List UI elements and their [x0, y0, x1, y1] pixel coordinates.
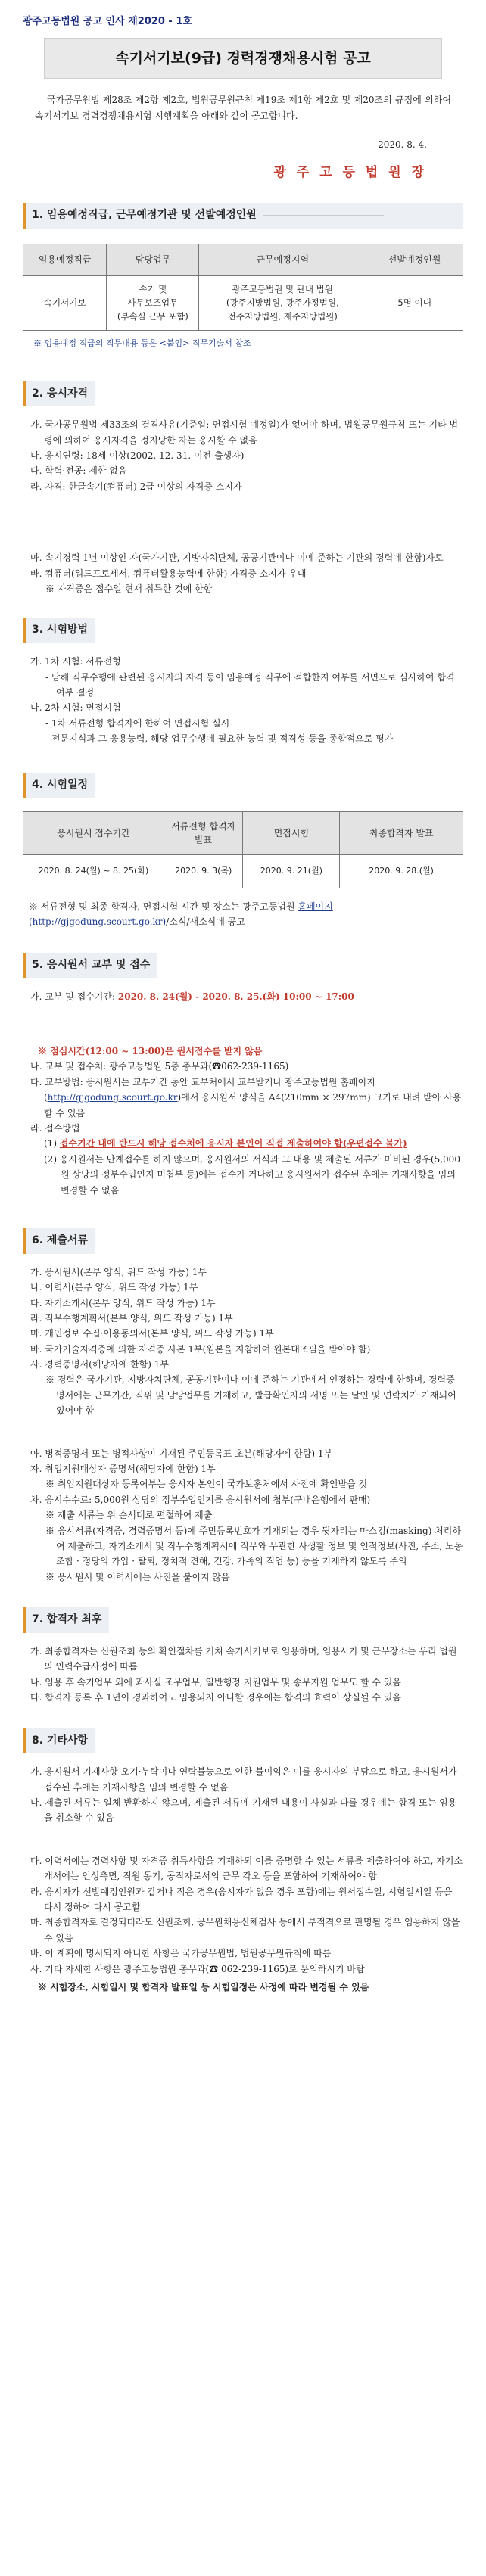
- table-header: 임용예정직급: [23, 244, 107, 275]
- list-item: 라. 직무수행계획서(본부 양식, 위드 작성 가능) 1부: [30, 1312, 233, 1324]
- schedule-body: [23, 811, 463, 929]
- section-application: [14, 953, 472, 1198]
- homepage-link[interactable]: http://gjgodung.scourt.go.kr: [47, 1092, 178, 1103]
- list-item: 라. 접수방법: [30, 1122, 80, 1134]
- section-schedule: [14, 773, 472, 930]
- table-row: [23, 855, 463, 888]
- list-item: 바. 이 계획에 명시되지 아니한 사항은 국가공무원법, 법원공무원규칙에 따름: [30, 1948, 332, 1959]
- section-heading: 3. 시험방법: [23, 618, 95, 643]
- table-cell: 2020. 9. 3(목): [164, 855, 243, 888]
- notice-date: 2020. 8. 4.: [378, 139, 427, 151]
- application-period: 2020. 8. 24(월) - 2020. 8. 25.(화) 10:00 ~ 17:00: [117, 991, 354, 1002]
- section-recruitment: [14, 203, 472, 350]
- list-item: 가. 국가공무원법 제33조의 결격사유(기준일: 면접시험 예정일)가 없어야 하며, 법원공무원규칙 또는 기타 법령에 의하여 응시자격을 정지당한 자는 응시할 수 없음: [30, 419, 459, 446]
- lunch-notice: ※ 점심시간(12:00 ~ 13:00)은 원서접수를 받지 않음: [38, 1046, 263, 1057]
- table-header: 서류전형 합격자 발표: [164, 812, 243, 855]
- table-header-row: [23, 812, 463, 855]
- list-item: - 담해 직무수행에 관련된 응시자의 자격 등이 임용예정 직무에 적합한지 여부를 서면으로 심사하여 합격 여부 결정: [45, 671, 455, 698]
- list-note: ※ 자격증은 접수일 현재 취득한 것에 한함: [45, 583, 213, 595]
- list-item: 다. 학력·전공: 제한 없음: [30, 465, 127, 477]
- schedule-table: [23, 811, 463, 888]
- list-item: (1) 접수기간 내에 반드시 해당 접수처에 응시자 본인이 직접 제출하여야 함(우편접수 불가): [44, 1138, 407, 1150]
- schedule-note: ※ 서류전형 및 최종 합격자, 면접시험 시간 및 장소는 광주고등법원 홈페이지(http://gjgodung.scourt.go.kr)/소식/새소식에 공고: [29, 901, 333, 928]
- list-item: 가. 응시원서(본부 양식, 위드 작성 가능) 1부: [30, 1266, 207, 1277]
- list-note: ※ 취업지원대상자 등록여부는 응시자 본인이 국가보훈처에서 사전에 확인받을 것: [45, 1479, 368, 1490]
- list-item: 사. 기타 자세한 사항은 광주고등법원 총무과(☎ 062-239-1165)로 문의하시기 바람: [30, 1963, 365, 1974]
- section-final: [14, 1607, 472, 1705]
- list-item: 사. 경력증명서(해당자에 한함) 1부: [30, 1359, 169, 1370]
- intro-paragraph: 국가공무원법 제28조 제2항 제2호, 법원공무원규칙 제19조 제1항 제2호 및 제20조의 규정에 의하여 속기서기보 경력경쟁채용시험 시행계획을 아래와 같이 공고합니다.: [35, 95, 451, 121]
- table-header: 선발예정인원: [366, 244, 463, 275]
- misc-body: [30, 1764, 463, 1995]
- table-cell: 속기서기보: [23, 275, 107, 330]
- issuer-name: 광 주 고 등 법 원 장: [273, 164, 427, 180]
- list-item: 가. 최종합격자는 신원조회 등의 확인절차를 거쳐 속기서기보로 임용하며, 임용시기 및 근무장소는 우리 법원의 인력수급사정에 따름: [30, 1645, 457, 1672]
- list-item: 나. 교부 및 접수처: 광주고등법원 5층 총무과(☎062-239-1165): [30, 1061, 289, 1072]
- section-method: [14, 618, 472, 746]
- table-header: 면접시험: [243, 812, 340, 855]
- list-item: 바. 국가기술자격증에 의한 자격증 사본 1부(원본을 지참하여 원본대조필을 받아야 함): [30, 1343, 371, 1355]
- list-item: 바. 컴퓨터(워드프로세서, 컴퓨터활용능력에 한함) 자격증 소지자 우대: [30, 568, 307, 579]
- list-item: 나. 응시연령: 18세 이상(2002. 12. 31. 이전 출생자): [30, 450, 245, 462]
- list-item: 아. 병적증명서 또는 병적사항이 기재된 주민등록표 초본(해당자에 한함) 1부: [30, 1448, 333, 1459]
- table-cell: 광주고등법원 및 관내 법원 (광주지방법원, 광주가정법원, 전주지방법원, 제주지방법원): [199, 275, 366, 330]
- list-item: 나. 이력서(본부 양식, 위드 작성 가능) 1부: [30, 1282, 198, 1293]
- recruitment-table: [23, 244, 463, 331]
- table-header: 담당업무: [107, 244, 199, 275]
- document-number: 광주고등법원 공고 인사 제2020 - 1호: [23, 16, 192, 27]
- table-header: 근무예정지역: [199, 244, 366, 275]
- list-item: 가. 응시원서 기재사항 오기·누락이나 연락불능으로 인한 불이익은 이를 응시자의 부담으로 하고, 응시원서가 접수된 후에는 기재사항을 임의 변경할 수 없음: [30, 1766, 457, 1793]
- section-misc: [14, 1728, 472, 1996]
- table-cell: 속기 및 사무보조업무 (부속실 근무 포함): [107, 275, 199, 330]
- section-heading: 5. 응시원서 교부 및 접수: [23, 953, 157, 978]
- list-item: 다. 자기소개서(본부 양식, 위드 작성 가능) 1부: [30, 1297, 216, 1308]
- table-cell: 2020. 8. 24(월) ~ 8. 25(화): [23, 855, 164, 888]
- list-item: - 전문지식과 그 응용능력, 해당 업무수행에 필요한 능력 및 적격성 등을 종합적으로 평가: [45, 733, 394, 745]
- recruitment-table-wrap: [23, 244, 463, 331]
- section-heading: 1. 임용예정직급, 근무예정기관 및 선발예정인원: [23, 203, 463, 229]
- section-heading: 2. 응시자격: [23, 381, 95, 407]
- list-note: ※ 경력은 국가기관, 지방자치단체, 공공기관이나 이에 준하는 기관에서 인정하는 경력에 한하며, 경력증명서에는 근무기간, 직위 및 담당업무를 기재하고, 발급확인자의 서명 또는 날인 및 연락처가 기재되어 있어야 함: [45, 1374, 456, 1417]
- list-item: 마. 개인정보 수집·이용동의서(본부 양식, 위드 작성 가능) 1부: [30, 1328, 274, 1339]
- list-item: 가. 1차 시험: 서류전형: [30, 656, 121, 667]
- list-item: (2) 응시원서는 단계접수를 하지 않으며, 응시원서의 서식과 그 내용 및 제출된 서류가 미비된 경우(5,000원 상당의 정부수입인지 미첩부 등)에는 접수가 거나하고 응시원서가 접수된 후에는 기재사항을 임의 변경할 수 없음: [44, 1153, 460, 1196]
- list-item: 차. 응시수수료: 5,000원 상당의 정부수입인지를 응시원서에 첩부(구내은행에서 판매): [30, 1494, 371, 1505]
- list-item: 가. 교부 및 접수기간: 2020. 8. 24(월) - 2020. 8. 25.(화) 10:00 ~ 17:00: [30, 991, 354, 1002]
- table-header: 최종합격자 발표: [340, 812, 463, 855]
- section-heading: 4. 시험일정: [23, 773, 95, 798]
- documents-body: [30, 1265, 463, 1585]
- table-header-row: [23, 244, 463, 275]
- list-item: 나. 임용 후 속기업무 외에 과사실 조무업무, 일반행정 지원업무 및 송무지원 업무도 할 수 있음: [30, 1676, 401, 1688]
- method-body: [30, 654, 463, 746]
- list-item: 자. 취업지원대상자 증명서(해당자에 한함) 1부: [30, 1464, 216, 1475]
- table-cell: 2020. 9. 21(월): [243, 855, 340, 888]
- list-item: 라. 자격: 한글속기(컴퓨터) 2급 이상의 자격증 소지자: [30, 481, 242, 492]
- list-item: 다. 이력서에는 경력사항 및 자격증 취득사항을 기재하되 이를 증명할 수 있는 서류를 제출하여야 하고, 자기소개서에는 인성측면, 직원 동기, 공직자로서의 근무 각오 등을 포함하여 기재하여야 함: [30, 1855, 463, 1882]
- table-header: 응시원서 접수기간: [23, 812, 164, 855]
- list-item: 다. 합격자 등록 후 1년이 경과하여도 임용되지 아니할 경우에는 합격의 효력이 상실될 수 있음: [30, 1692, 401, 1703]
- list-item: 나. 2차 시험: 면접시험: [30, 702, 121, 714]
- section-heading: 8. 기타사항: [23, 1728, 95, 1754]
- list-note: ※ 제출 서류는 위 순서대로 편철하여 제출: [45, 1510, 213, 1521]
- list-item: 마. 최종합격자로 결정되더라도 신원조회, 공무원채용신체검사 등에서 부적격으로 판명될 경우 임용하지 않을 수 있음: [30, 1917, 460, 1943]
- homepage-link[interactable]: 홈페이지(http://gjgodung.scourt.go.kr): [29, 901, 333, 928]
- table-cell: 2020. 9. 28.(월): [340, 855, 463, 888]
- list-item: 나. 제출된 서류는 일체 반환하지 않으며, 제출된 서류에 기재된 내용이 사실과 다를 경우에는 합격 또는 임용을 취소할 수 있음: [30, 1797, 457, 1824]
- list-item: 마. 속기경력 1년 이상인 자(국가기관, 지방자치단체, 공공기관이나 이에 준하는 기관의 경력에 한함)자로: [30, 552, 444, 564]
- notice-title: 속기서기보(9급) 경력경쟁채용시험 공고: [44, 38, 442, 79]
- section-documents: [14, 1228, 472, 1585]
- list-item: 라. 응시자가 선발예정인원과 같거나 적은 경우(응시자가 없을 경우 포함)에는 원서접수일, 시험일시일 등을 다시 정하여 다시 공고할: [30, 1886, 453, 1913]
- application-body: [30, 989, 463, 1198]
- list-item: - 1차 서류전형 합격자에 한하여 면접시험 실시: [45, 717, 230, 729]
- table-row: [23, 275, 463, 330]
- table-cell: 5명 이내: [366, 275, 463, 330]
- section-heading: 7. 합격자 최후: [23, 1607, 109, 1633]
- qualification-body: [30, 417, 463, 596]
- list-item: 다. 교부방법: 응시원서는 교부기간 동안 교부처에서 교부받거나 광주고등법원 홈페이지(http://gjgodung.scourt.go.kr)에서 응시원서 양식을 A4(210mm × 297mm) 크기로 내려 받아 사용할 수 있음: [30, 1076, 462, 1118]
- table-note: ※ 임용예정 직급의 직무내용 등은 <붙임> 직무기술서 참조: [33, 338, 251, 348]
- closing-note: ※ 시험장소, 시험일시 및 합격자 발표일 등 시험일정은 사정에 따라 변경될 수 있음: [38, 1981, 369, 1993]
- list-note: ※ 응시서류(자격증, 경력증명서 등)에 주민등록번호가 기재되는 경우 뒷자리는 마스킹(masking) 처리하여 제출하고, 자기소개서 및 직무수행계획서에 직무와 무관한 사생활 정보 및 인적정보(사진, 주소, 노동조합 · 정당의 가입 · 탈퇴, 정치적 견해, 건강, 가족의 직업 등) 등을 기재하지 않도록 주의: [45, 1525, 463, 1567]
- section-heading: 6. 제출서류: [23, 1228, 95, 1254]
- section-qualification: [14, 381, 472, 597]
- final-body: [30, 1644, 463, 1706]
- list-note: ※ 응시원서 및 이력서에는 사진을 붙이지 않음: [45, 1571, 230, 1582]
